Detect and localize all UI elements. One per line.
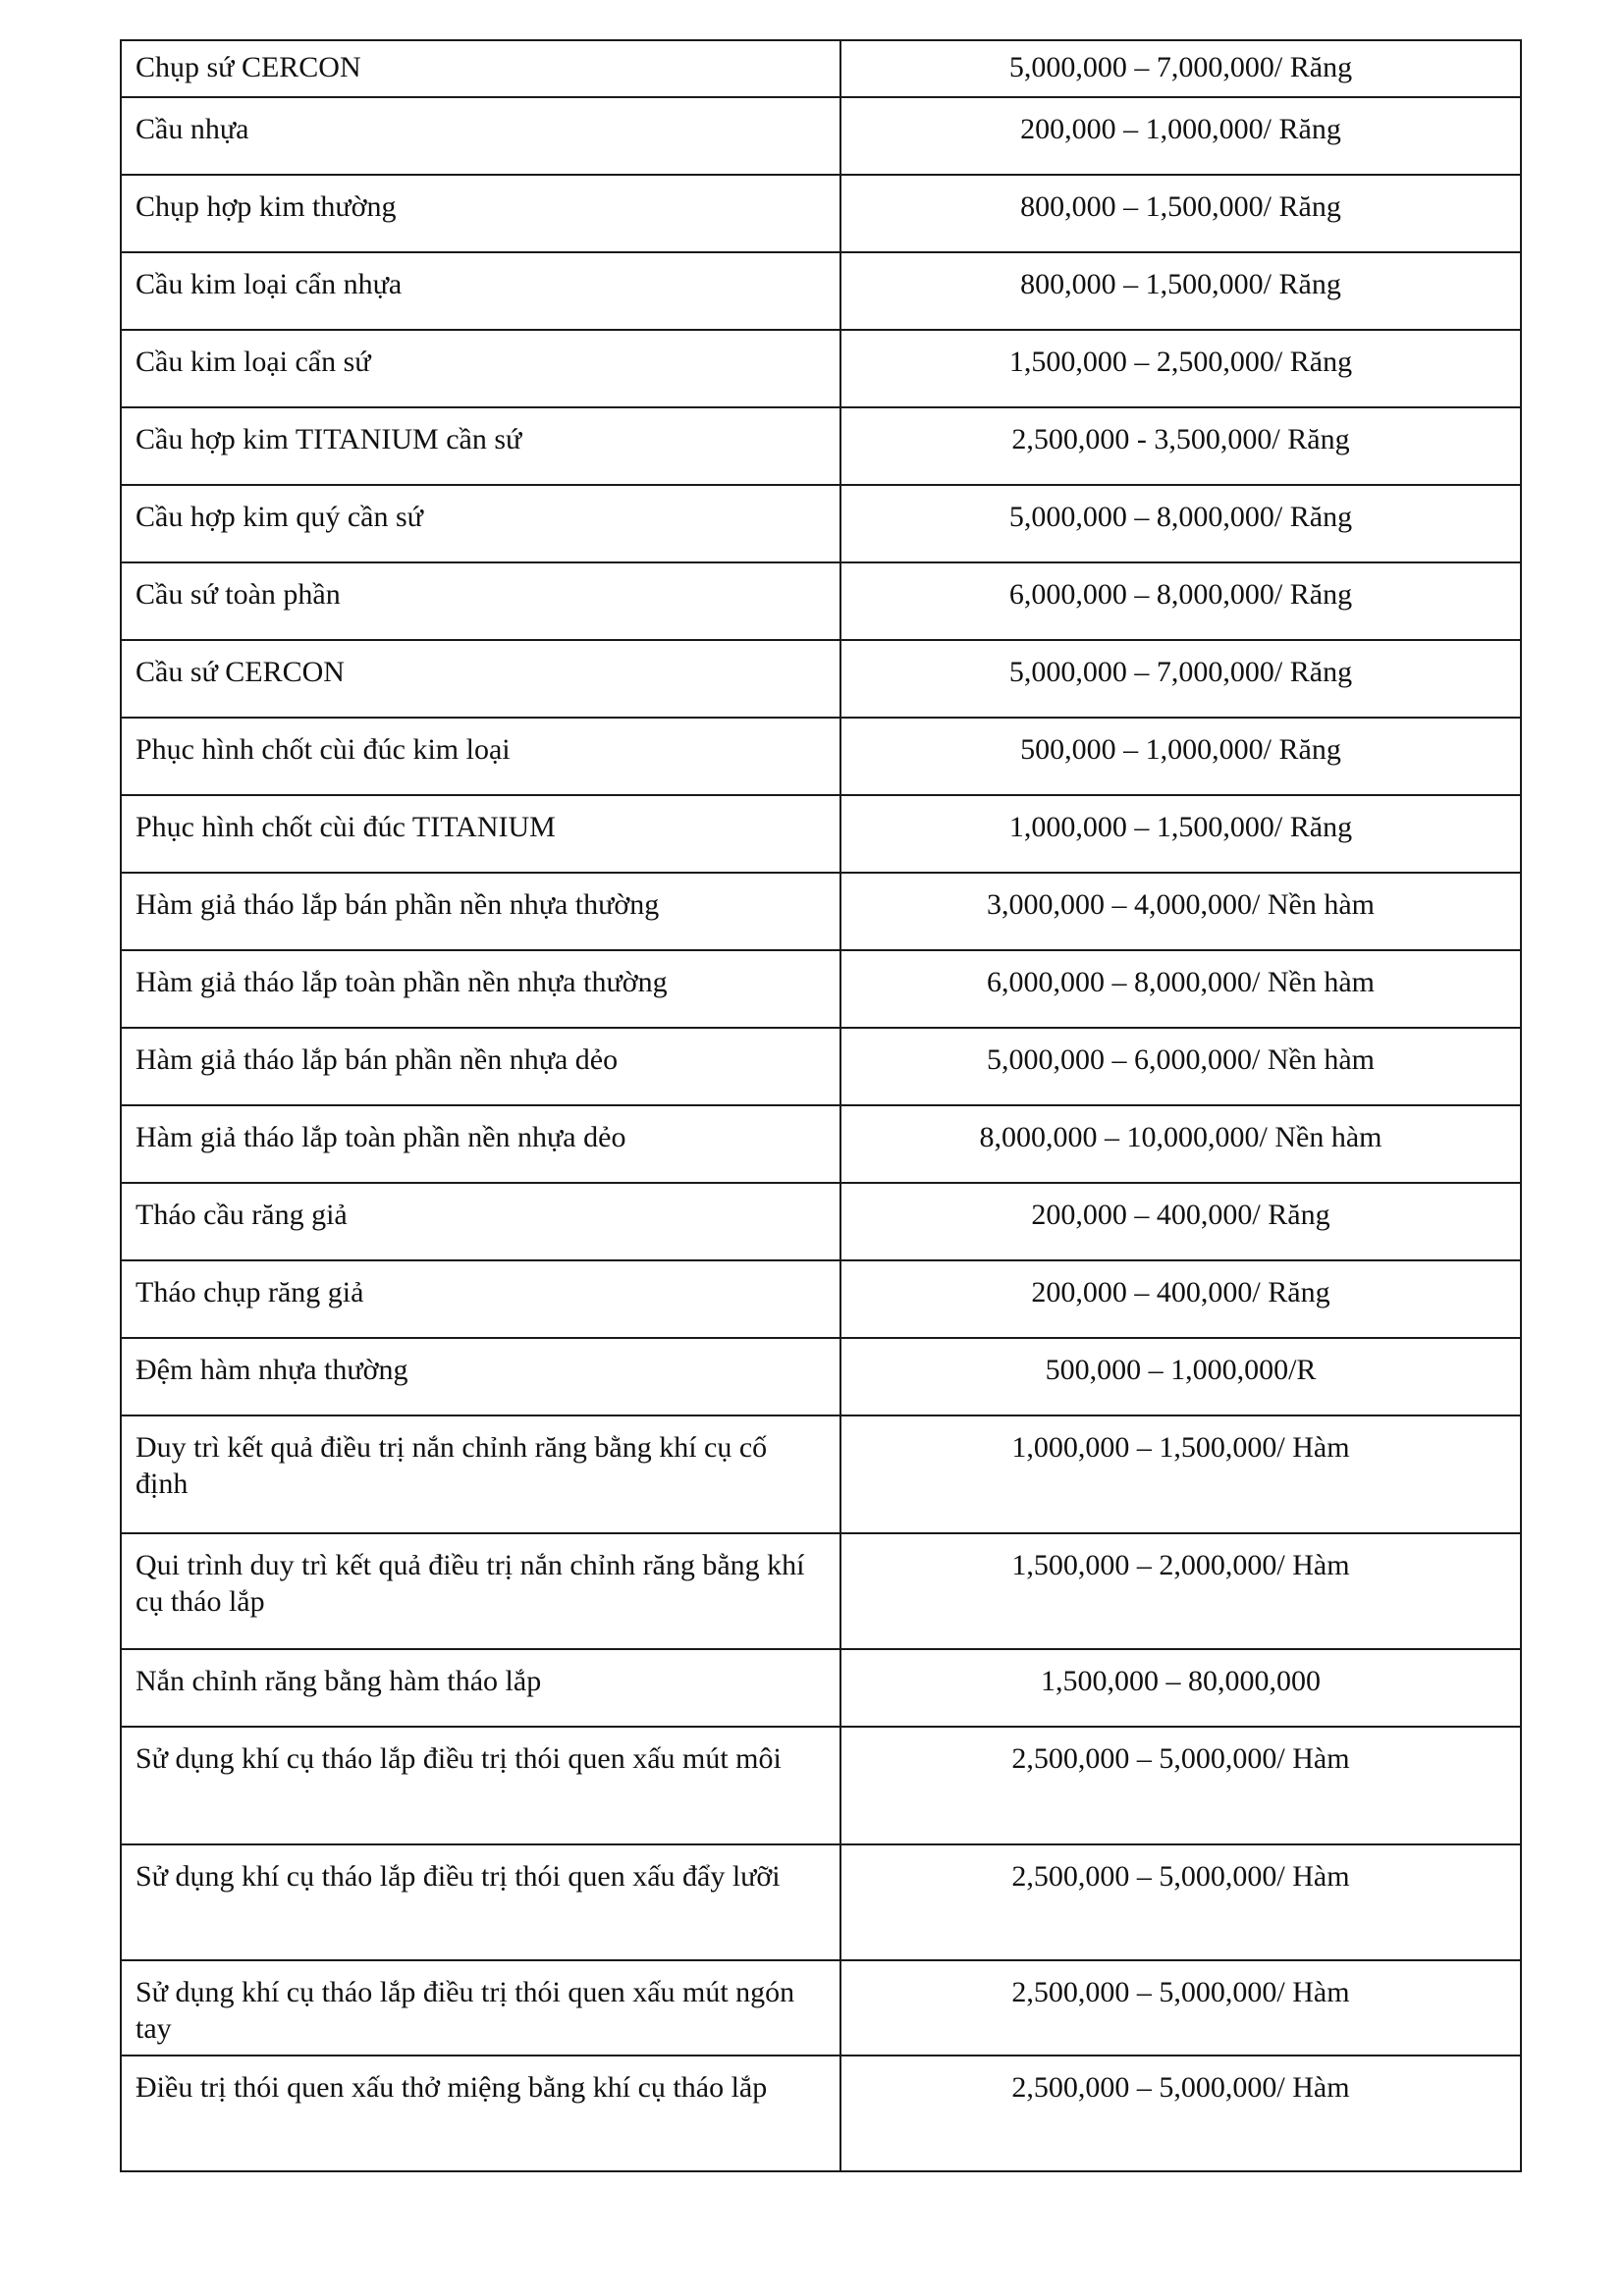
table-row	[121, 1727, 1521, 1844]
table-row	[121, 1960, 1521, 2056]
service-name-cell: Hàm giả tháo lắp toàn phần nền nhựa dẻo	[121, 1105, 840, 1183]
table-row	[121, 175, 1521, 252]
table-row	[121, 330, 1521, 407]
price-cell: 5,000,000 – 7,000,000/ Răng	[840, 40, 1521, 97]
table-row	[121, 950, 1521, 1028]
table-row	[121, 1533, 1521, 1649]
service-name-cell: Phục hình chốt cùi đúc kim loại	[121, 718, 840, 795]
table-row	[121, 1844, 1521, 1960]
table-row	[121, 1105, 1521, 1183]
service-name-cell: Cầu hợp kim quý cần sứ	[121, 485, 840, 562]
price-cell: 5,000,000 – 6,000,000/ Nền hàm	[840, 1028, 1521, 1105]
service-name-cell: Tháo cầu răng giả	[121, 1183, 840, 1260]
price-cell: 1,500,000 – 80,000,000	[840, 1649, 1521, 1727]
service-name-cell: Nắn chỉnh răng bằng hàm tháo lắp	[121, 1649, 840, 1727]
price-cell: 200,000 – 1,000,000/ Răng	[840, 97, 1521, 175]
service-name-cell: Cầu nhựa	[121, 97, 840, 175]
service-name-cell: Chụp hợp kim thường	[121, 175, 840, 252]
service-name-cell: Cầu kim loại cẩn sứ	[121, 330, 840, 407]
service-name-cell: Cầu sứ toàn phần	[121, 562, 840, 640]
price-cell: 500,000 – 1,000,000/ Răng	[840, 718, 1521, 795]
table-row	[121, 718, 1521, 795]
service-name-cell: Sử dụng khí cụ tháo lắp điều trị thói quen xấu mút ngón tay	[121, 1960, 840, 2056]
service-name-cell: Sử dụng khí cụ tháo lắp điều trị thói quen xấu mút môi	[121, 1727, 840, 1844]
table-row	[121, 1183, 1521, 1260]
service-name-cell: Hàm giả tháo lắp bán phần nền nhựa dẻo	[121, 1028, 840, 1105]
service-name-cell: Điều trị thói quen xấu thở miệng bằng khí cụ tháo lắp	[121, 2056, 840, 2171]
price-cell: 200,000 – 400,000/ Răng	[840, 1183, 1521, 1260]
table-row	[121, 795, 1521, 873]
service-name-cell: Sử dụng khí cụ tháo lắp điều trị thói quen xấu đẩy lưỡi	[121, 1844, 840, 1960]
table-row	[121, 485, 1521, 562]
service-name-cell: Cầu kim loại cẩn nhựa	[121, 252, 840, 330]
table-row	[121, 873, 1521, 950]
price-cell: 2,500,000 – 5,000,000/ Hàm	[840, 1960, 1521, 2056]
service-name-cell: Qui trình duy trì kết quả điều trị nắn chỉnh răng bằng khí cụ tháo lắp	[121, 1533, 840, 1649]
table-row	[121, 1338, 1521, 1415]
service-name-cell: Cầu sứ CERCON	[121, 640, 840, 718]
price-cell: 1,000,000 – 1,500,000/ Hàm	[840, 1415, 1521, 1533]
price-cell: 800,000 – 1,500,000/ Răng	[840, 175, 1521, 252]
price-cell: 2,500,000 – 5,000,000/ Hàm	[840, 1727, 1521, 1844]
price-table	[120, 39, 1522, 2172]
service-name-cell: Cầu hợp kim TITANIUM cần sứ	[121, 407, 840, 485]
table-row	[121, 562, 1521, 640]
service-name-cell: Chụp sứ CERCON	[121, 40, 840, 97]
service-name-cell: Đệm hàm nhựa thường	[121, 1338, 840, 1415]
table-row	[121, 1649, 1521, 1727]
price-cell: 500,000 – 1,000,000/R	[840, 1338, 1521, 1415]
table-row	[121, 407, 1521, 485]
service-name-cell: Hàm giả tháo lắp toàn phần nền nhựa thường	[121, 950, 840, 1028]
price-cell: 1,000,000 – 1,500,000/ Răng	[840, 795, 1521, 873]
price-cell: 200,000 – 400,000/ Răng	[840, 1260, 1521, 1338]
price-table-body	[121, 40, 1521, 2171]
table-row	[121, 2056, 1521, 2171]
table-row	[121, 1260, 1521, 1338]
table-row	[121, 40, 1521, 97]
service-name-cell: Hàm giả tháo lắp bán phần nền nhựa thường	[121, 873, 840, 950]
price-cell: 2,500,000 – 5,000,000/ Hàm	[840, 2056, 1521, 2171]
table-row	[121, 252, 1521, 330]
service-name-cell: Duy trì kết quả điều trị nắn chỉnh răng bằng khí cụ cố định	[121, 1415, 840, 1533]
table-row	[121, 1028, 1521, 1105]
table-row	[121, 640, 1521, 718]
price-cell: 5,000,000 – 8,000,000/ Răng	[840, 485, 1521, 562]
price-cell: 2,500,000 – 5,000,000/ Hàm	[840, 1844, 1521, 1960]
price-cell: 1,500,000 – 2,500,000/ Răng	[840, 330, 1521, 407]
price-cell: 6,000,000 – 8,000,000/ Nền hàm	[840, 950, 1521, 1028]
service-name-cell: Phục hình chốt cùi đúc TITANIUM	[121, 795, 840, 873]
service-name-cell: Tháo chụp răng giả	[121, 1260, 840, 1338]
price-cell: 3,000,000 – 4,000,000/ Nền hàm	[840, 873, 1521, 950]
price-cell: 2,500,000 - 3,500,000/ Răng	[840, 407, 1521, 485]
price-cell: 800,000 – 1,500,000/ Răng	[840, 252, 1521, 330]
table-row	[121, 97, 1521, 175]
table-row	[121, 1415, 1521, 1533]
price-cell: 1,500,000 – 2,000,000/ Hàm	[840, 1533, 1521, 1649]
price-cell: 8,000,000 – 10,000,000/ Nền hàm	[840, 1105, 1521, 1183]
price-cell: 5,000,000 – 7,000,000/ Răng	[840, 640, 1521, 718]
price-cell: 6,000,000 – 8,000,000/ Răng	[840, 562, 1521, 640]
